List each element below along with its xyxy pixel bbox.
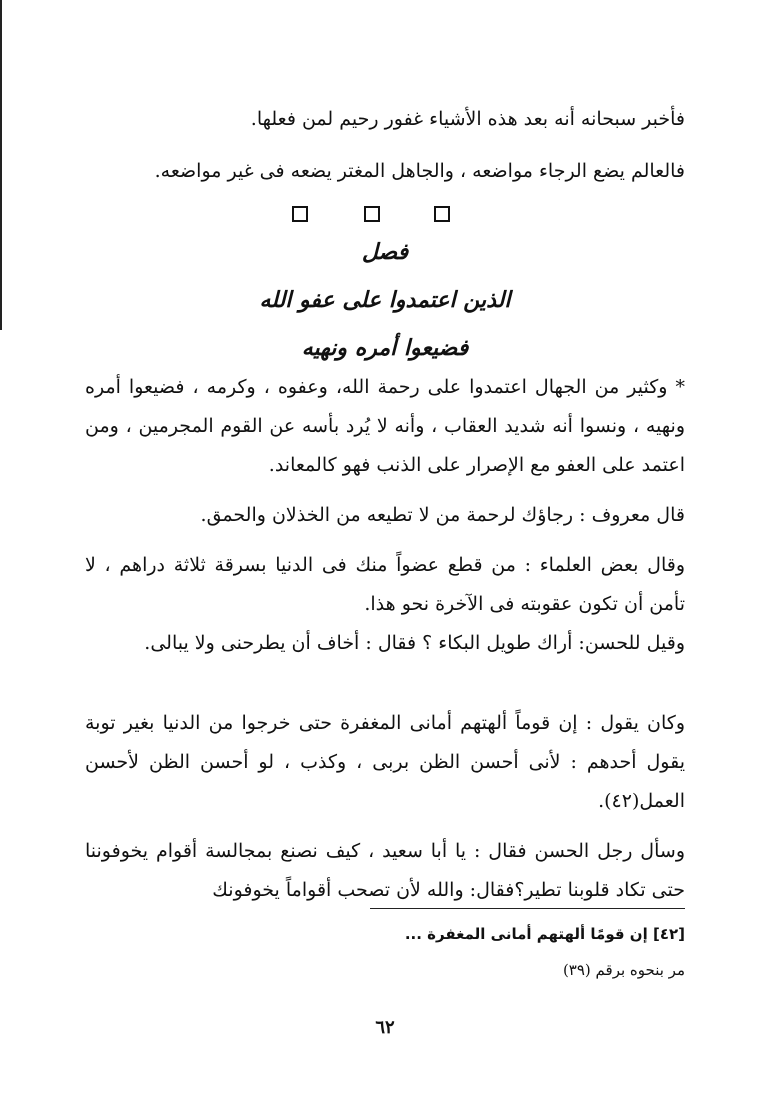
section-title-line2: فضيعوا أمره ونهيه [301, 336, 469, 361]
separator-box [292, 206, 308, 222]
footnote-text: مر بنحوه برقم (٣٩) [562, 961, 685, 979]
page-edge-line [0, 0, 2, 330]
section-separator [0, 206, 770, 226]
page-number: ٦٢ [375, 1017, 395, 1038]
paragraph: * وكثير من الجهال اعتمدوا على رحمة الله، وعفوه ، وكرمه ، فضيعوا أمره ونهيه ، ونسوا أنه شديد العقاب ، وأنه لا يُرد بأسه عن القوم المجرمين ، ومن اعتمد على العفو مع الإصرار على الذنب فهو كالمعاند. [85, 376, 685, 476]
separator-box [434, 206, 450, 222]
footnote-rule [370, 908, 685, 909]
text-line: فأخبر سبحانه أنه بعد هذه الأشياء غفور رحيم لمن فعلها. [250, 108, 685, 130]
footnote-title: [٤٢] إن قومًا ألهتهم أمانى المغفرة ... [404, 925, 685, 943]
separator-box [364, 206, 380, 222]
text-line: فالعالم يضع الرجاء مواضعه ، والجاهل المغتر يضعه فى غير مواضعه. [154, 160, 685, 182]
paragraph: وسأل رجل الحسن فقال : يا أبا سعيد ، كيف نصنع بمجالسة أقوام يخوفوننا حتى تكاد قلوبنا تطير؟فقال: والله لأن تصحب أقواماً يخوفونك [85, 840, 685, 901]
paragraph: وقيل للحسن: أراك طويل البكاء ؟ فقال : أخاف أن يطرحنى ولا يبالى. [144, 632, 685, 654]
section-label: فصل [361, 240, 409, 265]
paragraph: وكان يقول : إن قوماً ألهتهم أمانى المغفرة حتى خرجوا من الدنيا بغير توبة يقول أحدهم : لأنى أحسن الظن بربى ، وكذب ، لو أحسن الظن لأحسن العمل(٤٢). [85, 712, 685, 812]
paragraph: وقال بعض العلماء : من قطع عضواً منك فى الدنيا بسرقة ثلاثة دراهم ، لا تأمن أن تكون عقوبته فى الآخرة نحو هذا. [85, 554, 685, 615]
paragraph: قال معروف : رجاؤك لرحمة من لا تطيعه من الخذلان والحمق. [200, 504, 685, 526]
section-title-line1: الذين اعتمدوا على عفو الله [259, 288, 511, 313]
